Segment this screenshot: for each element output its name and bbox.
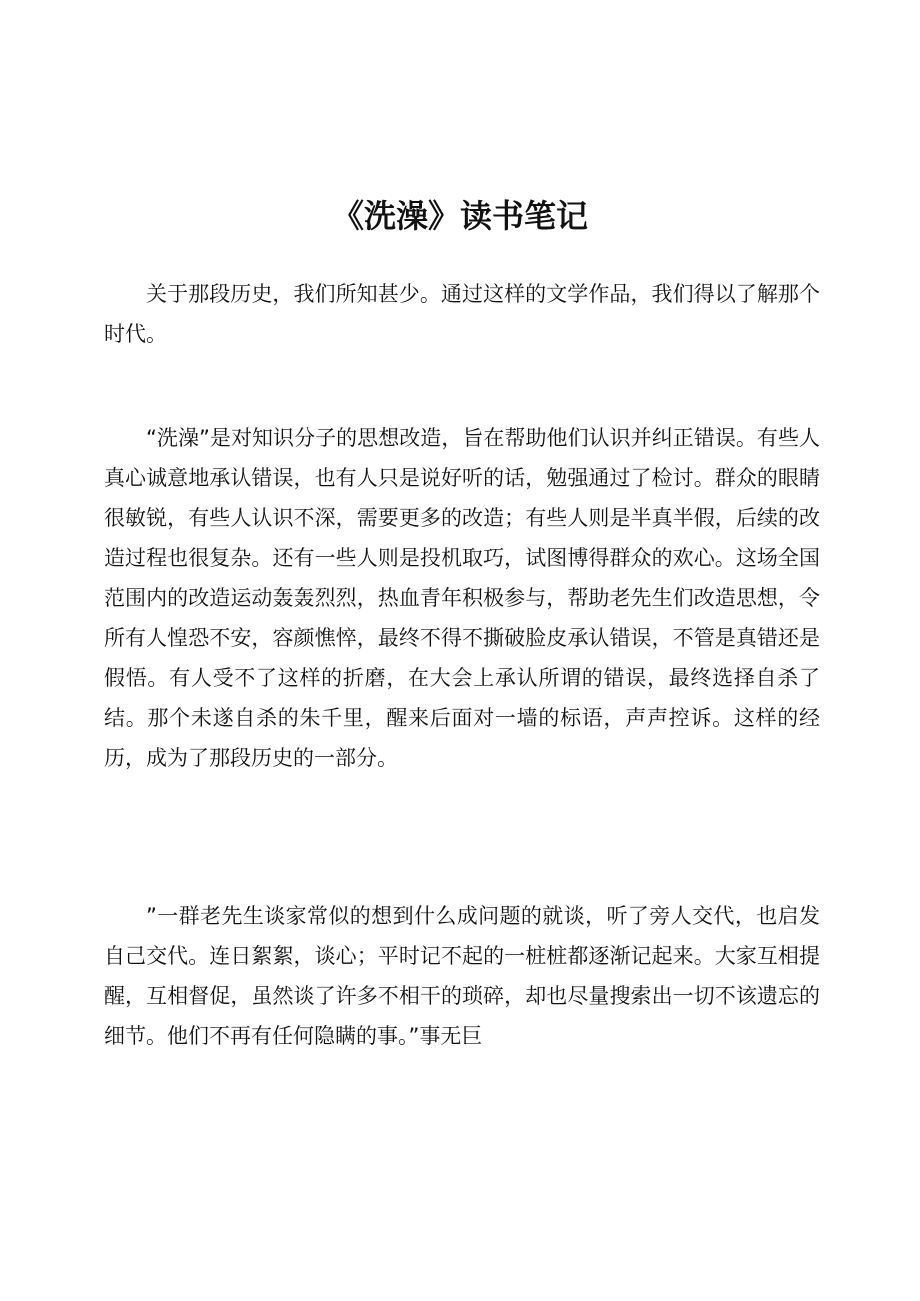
paragraph-1: 关于那段历史，我们所知甚少。通过这样的文学作品，我们得以了解那个时代。 (104, 282, 820, 346)
paragraph-3: ”一群老先生谈家常似的想到什么成问题的就谈，听了旁人交代，也启发自己交代。连日絮絮，谈心；平时记不起的一桩桩都逐渐记起来。大家互相提醒，互相督促，虽然谈了许多不相干的琐碎，却也尽量搜索出一切不该遗忘的细节。他们不再有任何隐瞒的事。”事无巨 (104, 904, 820, 1048)
paragraph-2: “洗澡”是对知识分子的思想改造，旨在帮助他们认识并纠正错误。有些人真心诚意地承认错误，也有人只是说好听的话，勉强通过了检讨。群众的眼睛很敏锐，有些人认识不深，需要更多的改造；有些人则是半真半假，后续的改造过程也很复杂。还有一些人则是投机取巧，试图博得群众的欢心。这场全国范围内的改造运动轰轰烈烈，热血青年积极参与，帮助老先生们改造思想，令所有人惶恐不安，容颜憔悴，最终不得不撕破脸皮承认错误，不管是真错还是假悟。有人受不了这样的折磨，在大会上承认所谓的错误，最终选择自杀了结。那个未遂自杀的朱千里，醒来后面对一墙的标语，声声控诉。这样的经历，成为了那段历史的一部分。 (104, 426, 820, 770)
document-title: 《洗澡》读书笔记 (331, 197, 588, 236)
